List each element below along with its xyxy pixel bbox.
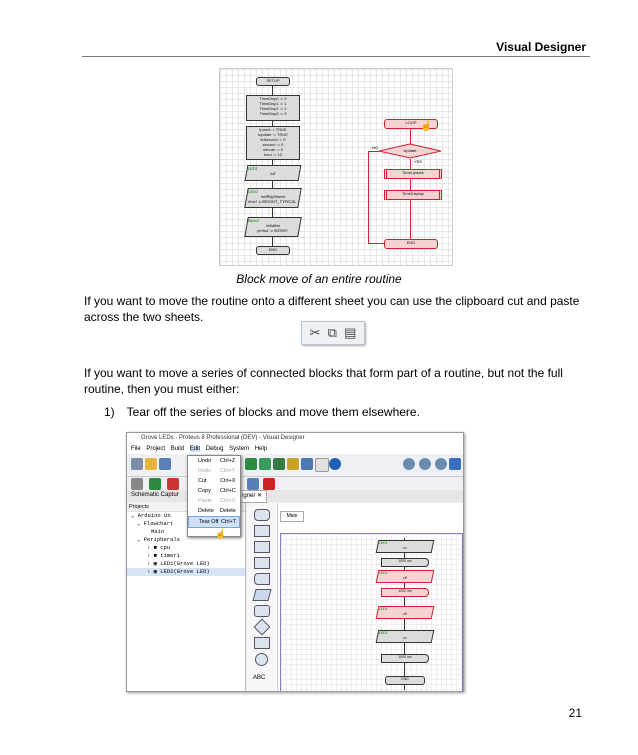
header-rule xyxy=(82,56,590,57)
subroutine-shape-icon[interactable] xyxy=(254,557,270,569)
page-number: 21 xyxy=(568,706,582,720)
menu-item-paste[interactable] xyxy=(188,496,240,506)
io-shape-icon[interactable] xyxy=(252,589,271,601)
main-toolbar xyxy=(127,454,463,477)
tree-label: Peripherals xyxy=(143,536,180,543)
zoom-in-icon[interactable] xyxy=(403,458,415,470)
tab-label: igner xyxy=(242,493,256,499)
tree-label: timer1 xyxy=(160,552,181,559)
tree-item-flowchart[interactable]: ⌄ Flowchart xyxy=(137,520,174,527)
copy-icon[interactable]: ⧉ xyxy=(327,325,337,340)
tab-schematic-capture[interactable]: Schematic Captur xyxy=(131,492,179,498)
setup-terminator: SETUP xyxy=(256,77,290,86)
connector xyxy=(410,159,411,169)
block-label: off xyxy=(402,576,408,580)
menu-item-copy[interactable] xyxy=(188,486,240,496)
assign-line: TimeDisp0 := 0 xyxy=(259,96,287,101)
loop-shape-icon[interactable] xyxy=(254,637,270,649)
menu-item-shortcut: Ctrl+C xyxy=(220,488,236,494)
assign-line: TimeDisp3 := 3 xyxy=(259,111,287,116)
delay-block[interactable]: 1000 ms xyxy=(381,558,429,567)
timeupdate-call: TimeUpdate xyxy=(384,169,442,179)
home-icon[interactable] xyxy=(131,458,143,470)
assign-line: lefsecond := 0 xyxy=(260,137,286,142)
window-title: Grove LEDs - Proteus 8 Professional (DEV) - Visual Designer xyxy=(127,433,463,444)
assign-line: second := 0 xyxy=(262,142,284,147)
add-sheet-icon[interactable] xyxy=(247,478,259,490)
menu-build[interactable]: Build xyxy=(170,446,185,452)
zoom-fit-icon[interactable] xyxy=(435,458,447,470)
open-icon[interactable] xyxy=(145,458,157,470)
block-label: setBrightness xyxy=(260,194,286,199)
storage-shape-icon[interactable] xyxy=(254,605,270,617)
decision-shape-icon[interactable] xyxy=(254,619,271,636)
end-terminator[interactable]: END xyxy=(385,676,425,685)
menu-debug[interactable]: Debug xyxy=(205,446,224,452)
menu-bar xyxy=(127,444,463,454)
connector xyxy=(410,199,411,239)
delay-shape-icon[interactable] xyxy=(254,573,270,585)
menu-file[interactable]: File xyxy=(131,446,141,452)
copy-icon[interactable] xyxy=(131,478,143,490)
design-canvas[interactable] xyxy=(278,503,463,691)
no-branch-line xyxy=(368,243,384,244)
connector xyxy=(272,180,273,188)
menu-item-label: Delete xyxy=(198,508,214,514)
page-header-title: Visual Designer xyxy=(496,40,586,54)
refresh-icon[interactable] xyxy=(149,478,161,490)
menu-item-shortcut: Delete xyxy=(220,508,236,514)
pcb-icon[interactable] xyxy=(273,458,285,470)
led-tag: LED1 xyxy=(378,541,388,545)
tree-item-led2[interactable]: › ▣ LED2(Grove LED) xyxy=(127,568,245,576)
menu-edit[interactable]: Edit xyxy=(189,446,201,452)
bom-icon[interactable] xyxy=(287,458,299,470)
figure-caption: Block move of an entire routine xyxy=(236,272,402,286)
help-icon[interactable] xyxy=(329,458,341,470)
tree-label: LED2(Grove LED) xyxy=(160,568,210,575)
connector-shape-icon[interactable] xyxy=(255,653,268,666)
connector xyxy=(410,178,411,190)
shape-palette xyxy=(247,503,278,691)
menu-item-delete[interactable] xyxy=(188,506,240,516)
event-shape-icon[interactable] xyxy=(254,525,270,537)
led-on-block[interactable] xyxy=(376,540,435,553)
menu-item-undo[interactable] xyxy=(188,456,240,466)
delay-block-selected[interactable]: 1000 ms xyxy=(381,588,429,597)
assign-block-2 xyxy=(246,126,300,160)
led-tag: LED1 xyxy=(378,607,388,611)
run-icon[interactable] xyxy=(245,458,257,470)
flowchart-figure xyxy=(219,68,453,266)
menu-system[interactable]: System xyxy=(229,446,250,452)
tree-item-peripherals[interactable]: ⌄ Peripherals xyxy=(137,536,180,543)
led-tag: LED1 xyxy=(247,189,259,194)
document-icon[interactable] xyxy=(315,458,329,472)
schematic-icon[interactable] xyxy=(259,458,271,470)
tree-item-cpu[interactable]: › ■ cpu xyxy=(147,544,171,551)
menu-item-redo[interactable] xyxy=(188,466,240,476)
canvas-grid xyxy=(280,533,463,692)
end-terminator-red: END xyxy=(384,239,438,249)
connector xyxy=(272,85,273,95)
menu-help[interactable]: Help xyxy=(254,446,268,452)
source-icon[interactable] xyxy=(301,458,313,470)
menu-item-label: Tear Off xyxy=(199,519,219,525)
assign-line: Ipunct := TRUE xyxy=(259,127,287,132)
menu-item-shortcut: Ctrl+Z xyxy=(220,458,236,464)
canvas-tab-main[interactable]: Main xyxy=(280,511,304,522)
led-tag: LED1 xyxy=(378,571,388,575)
tree-label: Main xyxy=(151,528,165,535)
menu-item-shortcut: Ctrl+Y xyxy=(220,468,236,474)
loop-terminator: LOOP xyxy=(384,119,438,129)
connector xyxy=(272,207,273,217)
zoom-out-icon[interactable] xyxy=(419,458,431,470)
menu-item-shortcut: Ctrl+V xyxy=(220,498,236,504)
list-item-tear-off: 1) Tear off the series of blocks and move them elsewhere. xyxy=(104,405,420,419)
end-terminator: END xyxy=(256,246,290,255)
menu-item-label: Cut xyxy=(198,478,207,484)
led-tag: LED1 xyxy=(247,166,259,171)
assign-line: minute := 0 xyxy=(263,147,283,152)
paste-icon[interactable]: ▤ xyxy=(344,325,357,340)
save-icon[interactable] xyxy=(159,458,171,470)
timer-tag: timer1 xyxy=(247,218,260,223)
proteus-screenshot xyxy=(126,432,464,692)
terminator-shape-icon[interactable] xyxy=(254,509,270,521)
tree-label: LED1(Grove LED) xyxy=(160,560,210,567)
delete-icon[interactable] xyxy=(167,478,179,490)
led-off-block-selected[interactable] xyxy=(376,606,435,619)
block-label: off xyxy=(402,612,408,616)
led2-on-block[interactable] xyxy=(376,630,435,643)
menu-item-label: Redo xyxy=(198,468,212,474)
assign-block-1 xyxy=(246,95,300,121)
menu-item-label: Undo xyxy=(198,458,212,464)
assign-shape-icon[interactable] xyxy=(254,541,270,553)
menu-item-cut[interactable] xyxy=(188,476,240,486)
block-label: on xyxy=(402,636,408,640)
assign-line: Iupdate := TRUE xyxy=(258,132,288,137)
timer-initialise-block xyxy=(244,217,302,237)
close-icon[interactable]: ✕ xyxy=(257,493,263,499)
block-sublabel: period := 500000 xyxy=(256,228,288,233)
block-label: on xyxy=(402,546,408,550)
tree-item-board[interactable]: ⌄ Arduino Un xyxy=(131,512,171,519)
tree-label: cpu xyxy=(160,544,171,551)
block-label: init xyxy=(269,171,276,176)
block-label: initialise xyxy=(265,223,281,228)
paragraph-connected-blocks: If you want to move a series of connected blocks that form part of a routine, but not the full routine, then you must either: xyxy=(84,366,563,396)
yes-label: YES xyxy=(414,159,423,164)
menu-item-shortcut: Ctrl+T xyxy=(221,519,237,525)
assign-line: TimeDisp2 := 2 xyxy=(259,106,287,111)
menu-item-shortcut: Ctrl+X xyxy=(220,478,236,484)
no-label: NO xyxy=(372,145,378,150)
edit-menu-dropdown xyxy=(187,455,241,537)
remove-sheet-icon[interactable] xyxy=(263,478,275,490)
assign-line: hour := 12 xyxy=(263,152,283,157)
timedisplay-call: TimeDisplay xyxy=(384,190,442,200)
tree-item-timer1[interactable]: › ■ timer1 xyxy=(147,552,181,559)
no-branch-line xyxy=(368,151,379,152)
assign-line: TimeDisp1 := 1 xyxy=(259,101,287,106)
scissors-icon[interactable]: ✂ xyxy=(309,325,321,340)
clipboard-toolbar xyxy=(301,321,365,345)
projects-header: Projects xyxy=(127,503,245,512)
led-off-block-selected[interactable] xyxy=(376,570,435,583)
tree-item-led1[interactable]: › ▣ LED1(Grove LED) xyxy=(147,560,210,567)
tab-visual-designer[interactable] xyxy=(237,490,267,503)
secondary-toolbar xyxy=(127,477,463,491)
menu-item-label: Paste xyxy=(198,498,213,504)
led-tag: LED2 xyxy=(378,631,388,635)
delay-block[interactable]: 1000 ms xyxy=(381,654,429,663)
undo-icon[interactable] xyxy=(449,458,461,470)
menu-project[interactable]: Project xyxy=(146,446,166,452)
block-sublabel: level := BRIGHT_TYPICAL xyxy=(247,199,297,204)
menu-item-label: Copy xyxy=(198,488,211,494)
connector xyxy=(410,128,411,144)
cursor-pointer-icon: ☝ xyxy=(215,529,227,539)
tree-label: Flowchart xyxy=(143,520,174,527)
paragraph-clipboard: If you want to move the routine onto a different sheet you can use the clipboard cut and paste across the two sheets. xyxy=(84,294,580,324)
set-brightness-block xyxy=(244,188,302,208)
decision-label: Update xyxy=(403,148,417,153)
tree-label: Arduino Un xyxy=(137,512,171,519)
init-block xyxy=(245,165,302,181)
menu-item-tear-off[interactable] xyxy=(188,516,240,528)
no-branch-line xyxy=(368,151,369,244)
connector xyxy=(272,236,273,246)
comment-text-tool[interactable]: ABC xyxy=(253,675,266,681)
tab-strip xyxy=(127,490,463,502)
cursor-hand-icon: ☝ xyxy=(420,121,433,132)
